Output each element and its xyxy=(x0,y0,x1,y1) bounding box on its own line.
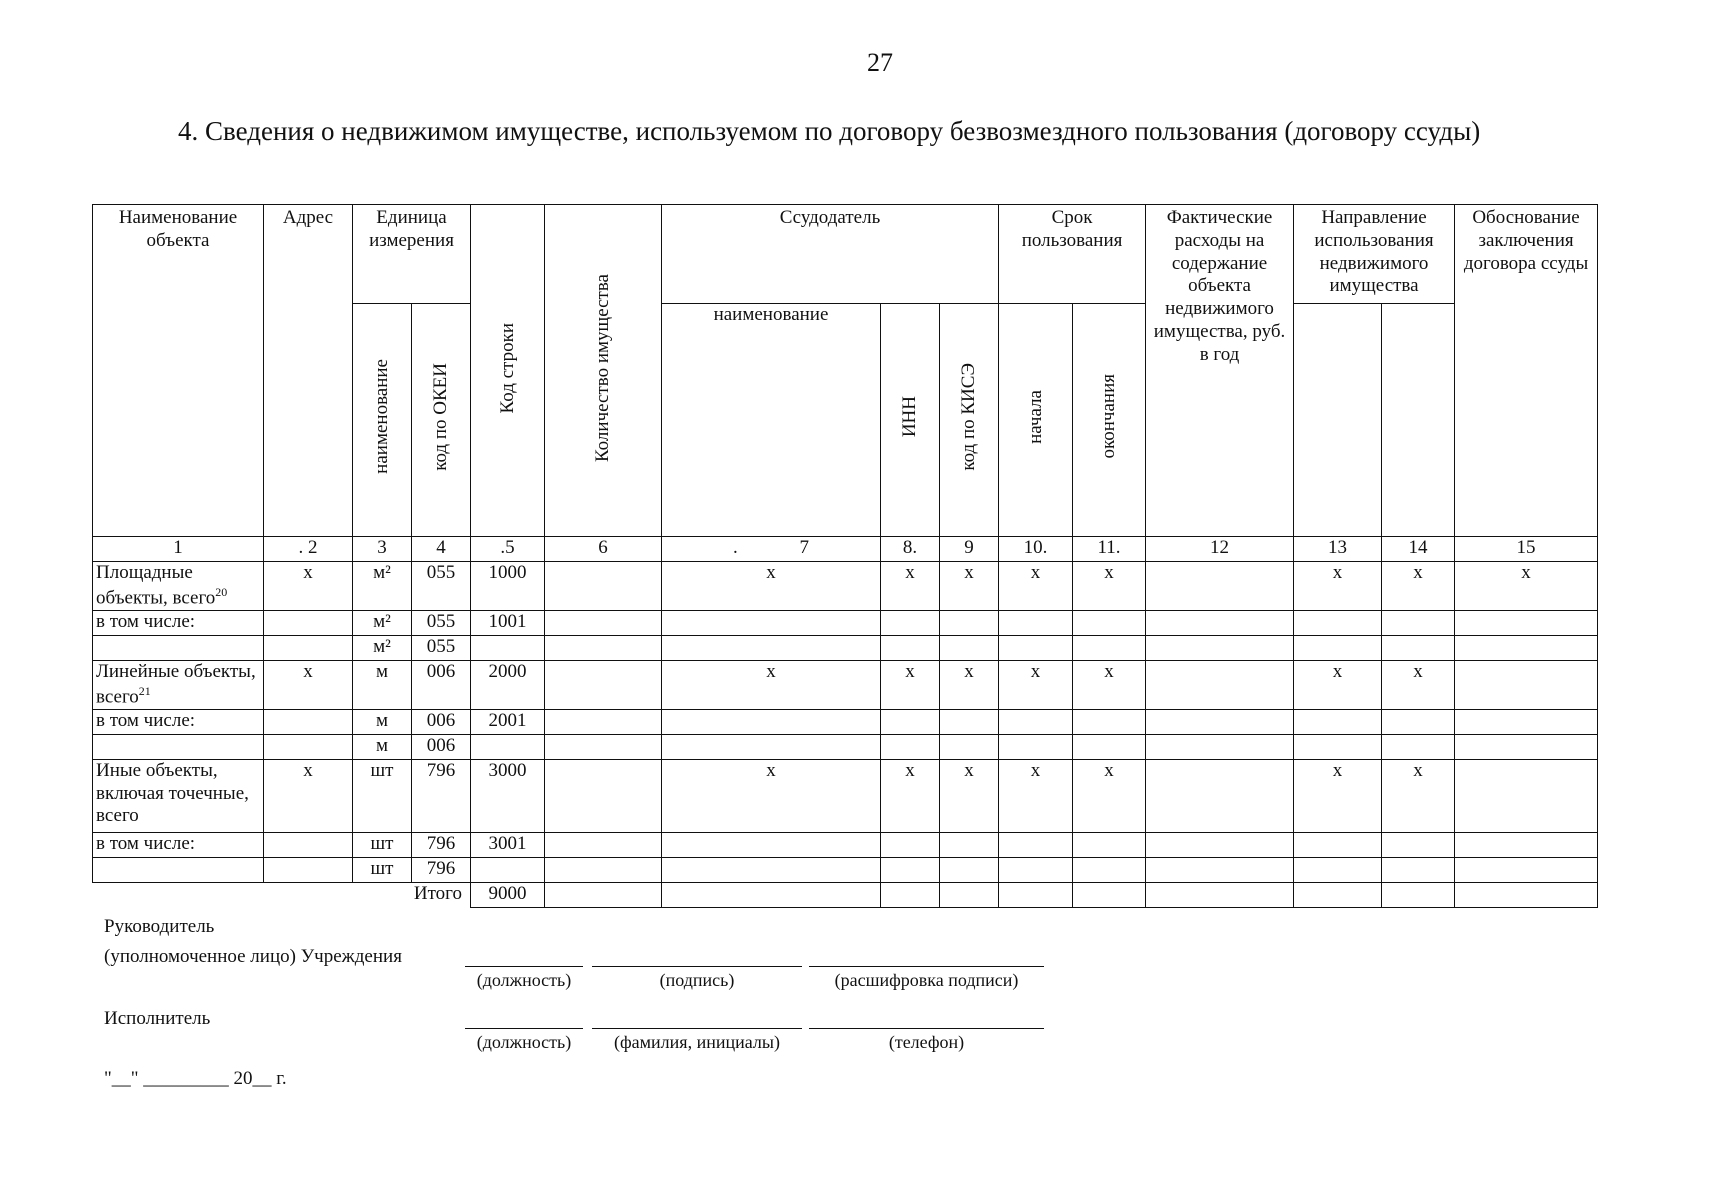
total-label: Итого xyxy=(413,882,462,904)
head-authority-label: (уполномоченное лицо) Учреждения xyxy=(104,946,402,967)
row-cell[interactable] xyxy=(1073,832,1146,857)
row-cell[interactable] xyxy=(1382,635,1455,660)
row-cell[interactable] xyxy=(545,610,662,635)
row-dir-main: x xyxy=(1294,561,1382,610)
row-code: 1001 xyxy=(471,610,545,635)
row-address: x xyxy=(264,759,353,832)
row-name[interactable] xyxy=(93,857,264,882)
table-row-linear-total xyxy=(93,660,1598,709)
row-expenses[interactable] xyxy=(1146,561,1294,610)
row-cell[interactable] xyxy=(940,635,999,660)
property-table xyxy=(92,204,1598,908)
row-unit: шт xyxy=(353,832,412,857)
caption-name: (фамилия, инициалы) xyxy=(614,1032,780,1052)
row-start: x xyxy=(999,660,1073,709)
row-address[interactable] xyxy=(264,857,353,882)
row-dir-other: x xyxy=(1382,759,1455,832)
row-unit: м xyxy=(353,660,412,709)
row-inn: x xyxy=(881,759,940,832)
header-term: Срок пользования xyxy=(999,205,1146,304)
row-cell[interactable] xyxy=(1073,610,1146,635)
table-row-total xyxy=(93,882,1598,907)
row-lender: x xyxy=(662,561,881,610)
row-name[interactable] xyxy=(93,734,264,759)
row-name: Площадные объекты, всего$^{20}$ xyxy=(93,561,264,610)
col-number: 11. xyxy=(1073,536,1146,561)
header-basis: Обоснование заключения договора ссуды xyxy=(1455,205,1598,537)
header-unit-okei: код по ОКЕИ xyxy=(412,304,471,537)
row-cell[interactable] xyxy=(662,857,881,882)
row-cell[interactable] xyxy=(999,709,1073,734)
row-cell[interactable] xyxy=(1382,610,1455,635)
total-cell[interactable] xyxy=(881,882,940,907)
row-basis[interactable] xyxy=(1455,660,1598,709)
row-cell[interactable] xyxy=(1294,635,1382,660)
row-cell[interactable] xyxy=(1382,857,1455,882)
col-number: 8. xyxy=(881,536,940,561)
row-cell[interactable] xyxy=(662,709,881,734)
row-cell[interactable] xyxy=(1455,832,1598,857)
row-cell[interactable] xyxy=(1455,857,1598,882)
row-name: в том числе: xyxy=(93,832,264,857)
caption-position: (должность) xyxy=(476,970,572,990)
row-address[interactable] xyxy=(264,610,353,635)
caption-position-2: (должность) xyxy=(476,1032,572,1052)
col-number: 3 xyxy=(353,536,412,561)
row-okei: 055 xyxy=(412,610,471,635)
date-field[interactable]: "__" _________ 20__ г. xyxy=(104,1068,287,1089)
row-dir-main: x xyxy=(1294,759,1382,832)
col-number: 15 xyxy=(1455,536,1598,561)
row-address: x xyxy=(264,660,353,709)
row-okei: 796 xyxy=(412,832,471,857)
header-lender-name: наименование xyxy=(662,304,881,537)
row-cell[interactable] xyxy=(1382,832,1455,857)
row-unit: шт xyxy=(353,759,412,832)
row-address[interactable] xyxy=(264,635,353,660)
row-address[interactable] xyxy=(264,832,353,857)
row-cell[interactable] xyxy=(662,635,881,660)
row-cell[interactable] xyxy=(999,857,1073,882)
row-start: x xyxy=(999,561,1073,610)
row-end: x xyxy=(1073,759,1146,832)
row-cell[interactable] xyxy=(881,709,940,734)
col-number: 12 xyxy=(1146,536,1294,561)
row-code: 1000 xyxy=(471,561,545,610)
total-cell[interactable] xyxy=(940,882,999,907)
table-row-area-blank xyxy=(93,635,1598,660)
row-expenses[interactable] xyxy=(1146,759,1294,832)
col-number: 6 xyxy=(545,536,662,561)
row-cell[interactable] xyxy=(1146,610,1294,635)
col-number: 13 xyxy=(1294,536,1382,561)
row-cell[interactable] xyxy=(545,857,662,882)
row-basis: x xyxy=(1455,561,1598,610)
header-row-code: Код строки xyxy=(471,205,545,537)
col-number: 14 xyxy=(1382,536,1455,561)
row-lender: x xyxy=(662,660,881,709)
row-end: x xyxy=(1073,561,1146,610)
col-number: 1 xyxy=(93,536,264,561)
total-cell[interactable] xyxy=(1455,882,1598,907)
header-unit: Единица измерения xyxy=(353,205,471,304)
row-cell[interactable] xyxy=(1294,857,1382,882)
page-number: 27 xyxy=(867,48,893,77)
row-address: x xyxy=(264,561,353,610)
row-end: x xyxy=(1073,660,1146,709)
header-dir-main xyxy=(1294,304,1382,537)
total-cell[interactable] xyxy=(999,882,1073,907)
caption-phone: (телефон) xyxy=(888,1032,965,1052)
row-cell[interactable] xyxy=(662,734,881,759)
row-basis[interactable] xyxy=(1455,759,1598,832)
row-cell[interactable] xyxy=(881,857,940,882)
col-number: 10. xyxy=(999,536,1073,561)
head-position-line[interactable] xyxy=(465,966,583,967)
col-number: . 2 xyxy=(264,536,353,561)
row-name: Иные объекты, включая точечные, всего xyxy=(93,759,264,832)
total-cell[interactable] xyxy=(1382,882,1455,907)
row-cell[interactable] xyxy=(545,734,662,759)
row-cell[interactable] xyxy=(940,610,999,635)
row-cell[interactable] xyxy=(1146,734,1294,759)
row-cell[interactable] xyxy=(940,734,999,759)
header-term-start: начала xyxy=(999,304,1073,537)
row-code[interactable] xyxy=(471,635,545,660)
caption-decoding: (расшифровка подписи) xyxy=(834,970,1019,990)
row-code: 2000 xyxy=(471,660,545,709)
row-cell[interactable] xyxy=(1455,635,1598,660)
row-code: 2001 xyxy=(471,709,545,734)
row-code[interactable] xyxy=(471,734,545,759)
table-row-other-blank xyxy=(93,857,1598,882)
row-cell[interactable] xyxy=(1146,832,1294,857)
header-lender: Ссудодатель xyxy=(662,205,999,304)
row-expenses[interactable] xyxy=(1146,660,1294,709)
row-cell[interactable] xyxy=(545,832,662,857)
col-number: 4 xyxy=(412,536,471,561)
row-okei: 055 xyxy=(412,635,471,660)
row-okei: 006 xyxy=(412,709,471,734)
row-code: 3001 xyxy=(471,832,545,857)
col-number: 9 xyxy=(940,536,999,561)
row-name[interactable] xyxy=(93,635,264,660)
row-cell[interactable] xyxy=(1073,857,1146,882)
row-cell[interactable] xyxy=(940,857,999,882)
header-direction: Направление использования недвижимого имущества xyxy=(1294,205,1455,304)
row-cell[interactable] xyxy=(1382,709,1455,734)
row-cell[interactable] xyxy=(1073,709,1146,734)
row-cell[interactable] xyxy=(1294,709,1382,734)
caption-signature: (подпись) xyxy=(659,970,735,990)
row-unit: м xyxy=(353,734,412,759)
row-cell[interactable] xyxy=(940,709,999,734)
row-quantity[interactable] xyxy=(545,561,662,610)
header-kise: код по КИСЭ xyxy=(940,304,999,537)
row-cell[interactable] xyxy=(1073,635,1146,660)
header-inn: ИНН xyxy=(881,304,940,537)
row-unit: м² xyxy=(353,635,412,660)
header-address: Адрес xyxy=(264,205,353,537)
table-row-other-total xyxy=(93,759,1598,832)
row-cell[interactable] xyxy=(881,635,940,660)
row-cell[interactable] xyxy=(1294,610,1382,635)
row-cell[interactable] xyxy=(1146,857,1294,882)
row-cell[interactable] xyxy=(1455,610,1598,635)
row-cell[interactable] xyxy=(1455,734,1598,759)
row-unit: м² xyxy=(353,561,412,610)
row-code: 3000 xyxy=(471,759,545,832)
row-cell[interactable] xyxy=(1294,734,1382,759)
row-unit: м xyxy=(353,709,412,734)
row-quantity[interactable] xyxy=(545,660,662,709)
column-numbers-row xyxy=(93,536,1598,561)
row-cell[interactable] xyxy=(999,610,1073,635)
executor-name-line[interactable] xyxy=(592,1028,802,1029)
row-cell[interactable] xyxy=(1455,709,1598,734)
executor-phone-line[interactable] xyxy=(809,1028,1044,1029)
col-number: . 7 xyxy=(662,536,881,561)
head-label: Руководитель xyxy=(104,916,215,937)
row-code[interactable] xyxy=(471,857,545,882)
row-address[interactable] xyxy=(264,734,353,759)
row-quantity[interactable] xyxy=(545,759,662,832)
row-cell[interactable] xyxy=(662,832,881,857)
row-name: Линейные объекты, всего$^{21}$ xyxy=(93,660,264,709)
row-cell[interactable] xyxy=(881,610,940,635)
row-cell[interactable] xyxy=(999,832,1073,857)
row-okei: 006 xyxy=(412,660,471,709)
header-quantity: Количество имущества xyxy=(545,205,662,537)
total-cell[interactable] xyxy=(1294,882,1382,907)
row-inn: x xyxy=(881,660,940,709)
row-start: x xyxy=(999,759,1073,832)
row-kise: x xyxy=(940,660,999,709)
row-cell[interactable] xyxy=(545,635,662,660)
row-name: в том числе: xyxy=(93,709,264,734)
row-cell[interactable] xyxy=(1073,734,1146,759)
total-cell[interactable] xyxy=(545,882,662,907)
row-cell[interactable] xyxy=(940,832,999,857)
executor-position-line[interactable] xyxy=(465,1028,583,1029)
table-row-area-total xyxy=(93,561,1598,610)
row-cell[interactable] xyxy=(1382,734,1455,759)
header-unit-name: наименование xyxy=(353,304,412,537)
table-row-other-incl xyxy=(93,832,1598,857)
row-name: в том числе: xyxy=(93,610,264,635)
row-okei: 006 xyxy=(412,734,471,759)
table-row-linear-incl xyxy=(93,709,1598,734)
header-name: Наименование объекта xyxy=(93,205,264,537)
row-dir-other: x xyxy=(1382,561,1455,610)
row-unit: м² xyxy=(353,610,412,635)
row-okei: 055 xyxy=(412,561,471,610)
col-number: .5 xyxy=(471,536,545,561)
row-cell[interactable] xyxy=(881,832,940,857)
section-title: 4. Сведения о недвижимом имуществе, используемом по договору безвозмездного пользования (договору ссуды) xyxy=(178,116,1481,146)
total-cell[interactable] xyxy=(1146,882,1294,907)
row-okei: 796 xyxy=(412,759,471,832)
row-cell[interactable] xyxy=(545,709,662,734)
table-row-linear-blank xyxy=(93,734,1598,759)
executor-label: Исполнитель xyxy=(104,1008,211,1029)
header-expenses: Фактические расходы на содержание объекта недвижимого имущества, руб. в год xyxy=(1146,205,1294,537)
row-unit: шт xyxy=(353,857,412,882)
total-code: 9000 xyxy=(471,882,545,907)
row-cell[interactable] xyxy=(999,734,1073,759)
row-cell[interactable] xyxy=(662,610,881,635)
row-kise: x xyxy=(940,759,999,832)
row-cell[interactable] xyxy=(999,635,1073,660)
row-dir-main: x xyxy=(1294,660,1382,709)
table-row-area-incl xyxy=(93,610,1598,635)
row-cell[interactable] xyxy=(881,734,940,759)
head-decoding-line[interactable] xyxy=(809,966,1044,967)
row-okei: 796 xyxy=(412,857,471,882)
row-cell[interactable] xyxy=(1146,635,1294,660)
row-inn: x xyxy=(881,561,940,610)
row-address[interactable] xyxy=(264,709,353,734)
row-lender: x xyxy=(662,759,881,832)
row-kise: x xyxy=(940,561,999,610)
header-term-end: окончания xyxy=(1073,304,1146,537)
row-dir-other: x xyxy=(1382,660,1455,709)
header-dir-other xyxy=(1382,304,1455,537)
row-cell[interactable] xyxy=(1146,709,1294,734)
total-cell[interactable] xyxy=(662,882,881,907)
total-cell[interactable] xyxy=(1073,882,1146,907)
head-signature-line[interactable] xyxy=(592,966,802,967)
row-cell[interactable] xyxy=(1294,832,1382,857)
